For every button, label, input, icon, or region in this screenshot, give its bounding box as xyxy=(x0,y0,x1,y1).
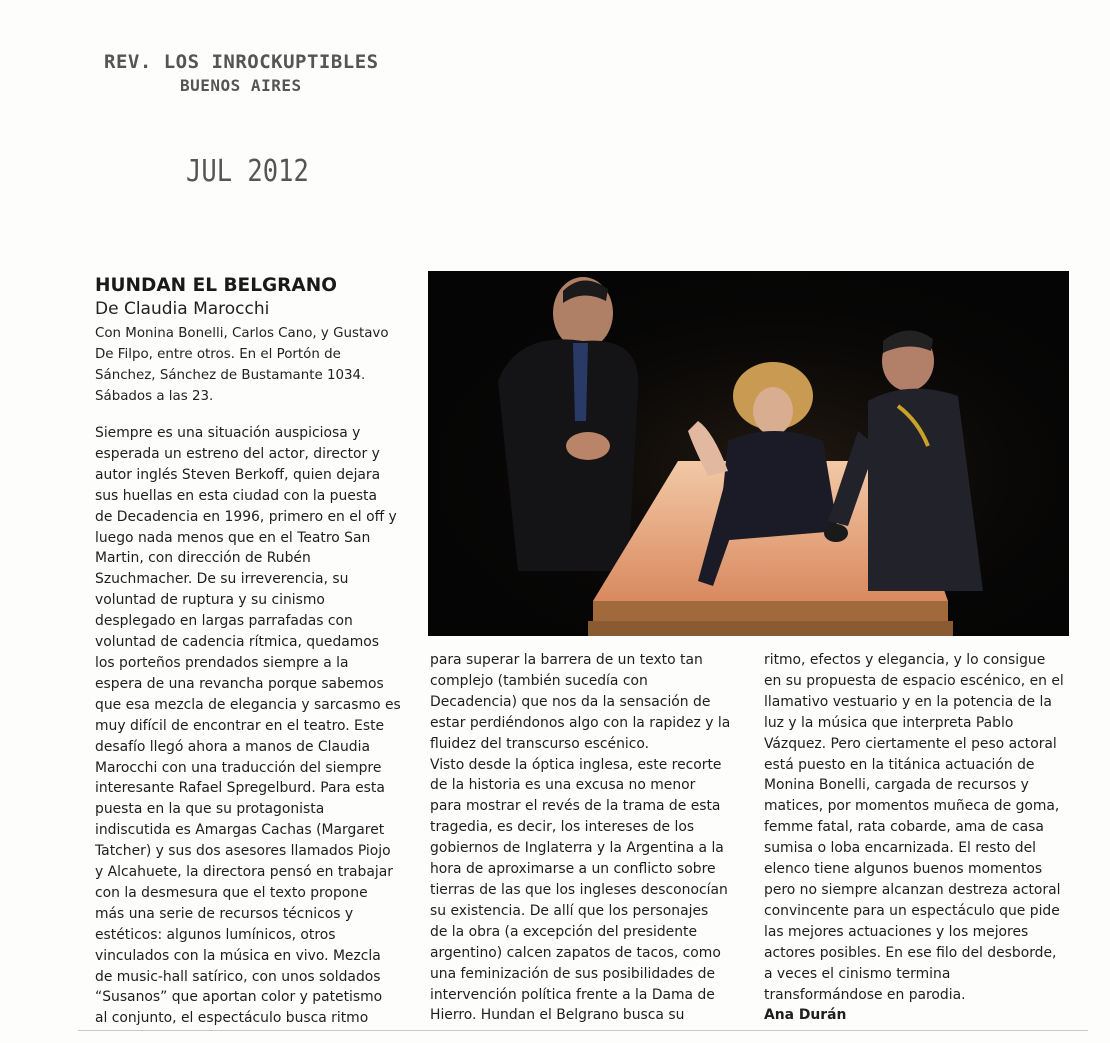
text-line: muy difícil de encontrar en el teatro. Este xyxy=(95,717,385,734)
text-line: para mostrar el revés de la trama de esta xyxy=(430,798,721,815)
text-line: intervención política frente a la Dama de xyxy=(430,986,715,1003)
article-author: De Claudia Marocchi xyxy=(95,299,270,319)
text-line: matices, por momentos muñeca de goma, xyxy=(764,798,1060,815)
text-line: al conjunto, el espectáculo busca ritmo xyxy=(95,1010,369,1027)
text-line: tierras de las que los ingleses desconocían xyxy=(430,881,728,898)
text-line: interesante Rafael Spregelburd. Para esta xyxy=(95,780,385,797)
text-line: Decadencia) que nos da la sensación de xyxy=(430,693,711,710)
text-line: sumisa o loba encarnizada. El resto del xyxy=(764,840,1037,857)
text-line: llamativo vestuario y en la potencia de la xyxy=(764,693,1052,710)
text-line: Marocchi con una traducción del siempre xyxy=(95,759,382,776)
text-line: desplegado en largas parrafadas con xyxy=(95,613,353,630)
text-line: argentino) calcen zapatos de tacos, como xyxy=(430,944,721,961)
text-line: esperada un estreno del actor, director y xyxy=(95,445,380,462)
text-line: una feminización de sus posibilidades de xyxy=(430,965,716,982)
text-line: de music-hall satírico, con unos soldados xyxy=(95,968,381,985)
text-line: su existencia. De allí que los personajes xyxy=(430,902,709,919)
text-line: más una serie de recursos técnicos y xyxy=(95,905,354,922)
credits-line: Con Monina Bonelli, Carlos Cano, y Gustavo xyxy=(95,326,389,341)
publication-stamp xyxy=(104,50,379,98)
text-line: actores posibles. En ese filo del desborde, xyxy=(764,944,1057,961)
text-line: vinculados con la música en vivo. Mezcla xyxy=(95,947,381,964)
text-line: estar perdiéndonos algo con la rapidez y la xyxy=(430,714,731,731)
text-line: Siempre es una situación auspiciosa y xyxy=(95,425,361,441)
text-line: Hierro. Hundan el Belgrano busca su xyxy=(430,1007,685,1024)
text-line: fluidez del transcurso escénico. xyxy=(430,735,650,752)
text-line: las mejores actuaciones y los mejores xyxy=(764,923,1029,940)
text-line: está puesto en la titánica actuación de xyxy=(764,756,1035,773)
article-title: HUNDAN EL BELGRANO xyxy=(95,275,337,296)
text-line: los porteños prendados siempre a la xyxy=(95,654,349,671)
credits-line: De Filpo, entre otros. En el Portón de xyxy=(95,347,341,362)
text-line: tragedia, es decir, los intereses de los xyxy=(430,819,695,836)
credits-line: Sábados a las 23. xyxy=(95,389,214,404)
text-line: para superar la barrera de un texto tan xyxy=(430,652,703,668)
text-line: desafío llegó ahora a manos de Claudia xyxy=(95,738,370,755)
text-line: puesta en la que su protagonista xyxy=(95,801,325,818)
stage-photo xyxy=(428,271,1069,636)
article-credits xyxy=(95,323,395,407)
text-line: Visto desde la óptica inglesa, este recorte xyxy=(430,756,722,773)
text-line: ritmo, efectos y elegancia, y lo consigue xyxy=(764,652,1046,668)
text-line: de la historia es una excusa no menor xyxy=(430,777,696,794)
text-line: femme fatal, rata cobarde, ama de casa xyxy=(764,819,1044,836)
text-line: de la obra (a excepción del presidente xyxy=(430,923,698,940)
text-line: hora de aproximarse a un conflicto sobre xyxy=(430,861,716,878)
text-line: con la desmesura que el texto propone xyxy=(95,884,368,901)
text-line: pero no siempre alcanzan destreza actoral xyxy=(764,881,1061,898)
text-line: sus huellas en esta ciudad con la puesta xyxy=(95,487,378,504)
text-line: que esa mezcla de elegancia y sarcasmo es xyxy=(95,696,401,713)
page-divider xyxy=(78,1030,1088,1031)
text-line: a veces el cinismo termina xyxy=(764,965,951,982)
text-line: indiscutida es Amargas Cachas (Margaret xyxy=(95,822,385,839)
article-column-1 xyxy=(95,423,415,1029)
text-line: “Susanos” que aportan color y patetismo xyxy=(95,989,383,1006)
article-column-2 xyxy=(430,650,750,1026)
text-line: luz y la música que interpreta Pablo xyxy=(764,714,1014,731)
author-signature: Ana Durán xyxy=(764,1007,847,1024)
text-line: convincente para un espectáculo que pide xyxy=(764,902,1060,919)
text-line: de Decadencia en 1996, primero en el off y xyxy=(95,508,397,525)
text-line: gobiernos de Inglaterra y la Argentina a la xyxy=(430,840,724,857)
text-line: elenco tiene algunos buenos momentos xyxy=(764,861,1043,878)
text-line: en su propuesta de espacio escénico, en el xyxy=(764,672,1064,689)
text-line: complejo (también sucedía con xyxy=(430,672,648,689)
text-line: autor inglés Steven Berkoff, quien dejara xyxy=(95,466,381,483)
credits-line: Sánchez, Sánchez de Bustamante 1034. xyxy=(95,368,366,383)
text-line: Vázquez. Pero ciertamente el peso actoral xyxy=(764,735,1057,752)
text-line: y Alcahuete, la directora pensó en trabajar xyxy=(95,864,393,881)
text-line: estéticos: algunos lumínicos, otros xyxy=(95,926,336,943)
text-line: luego nada menos que en el Teatro San xyxy=(95,529,371,546)
text-line: Tatcher) y sus dos asesores llamados Piojo xyxy=(95,843,391,860)
text-line: transformándose en parodia. xyxy=(764,986,966,1003)
date-stamp: JUL 2012 xyxy=(186,154,309,189)
text-line: espera de una revancha porque sabemos xyxy=(95,675,384,692)
article-column-3 xyxy=(764,650,1084,1026)
text-line: voluntad de cadencia rítmica, quedamos xyxy=(95,634,380,651)
text-line: Szuchmacher. De su irreverencia, su xyxy=(95,571,349,588)
text-line: voluntad de ruptura y su cinismo xyxy=(95,592,325,609)
publication-city: BUENOS AIRES xyxy=(180,76,302,95)
text-line: Martin, con dirección de Rubén xyxy=(95,550,311,567)
text-line: Monina Bonelli, cargada de recursos y xyxy=(764,777,1029,794)
publication-name: REV. LOS INROCKUPTIBLES xyxy=(104,51,379,73)
